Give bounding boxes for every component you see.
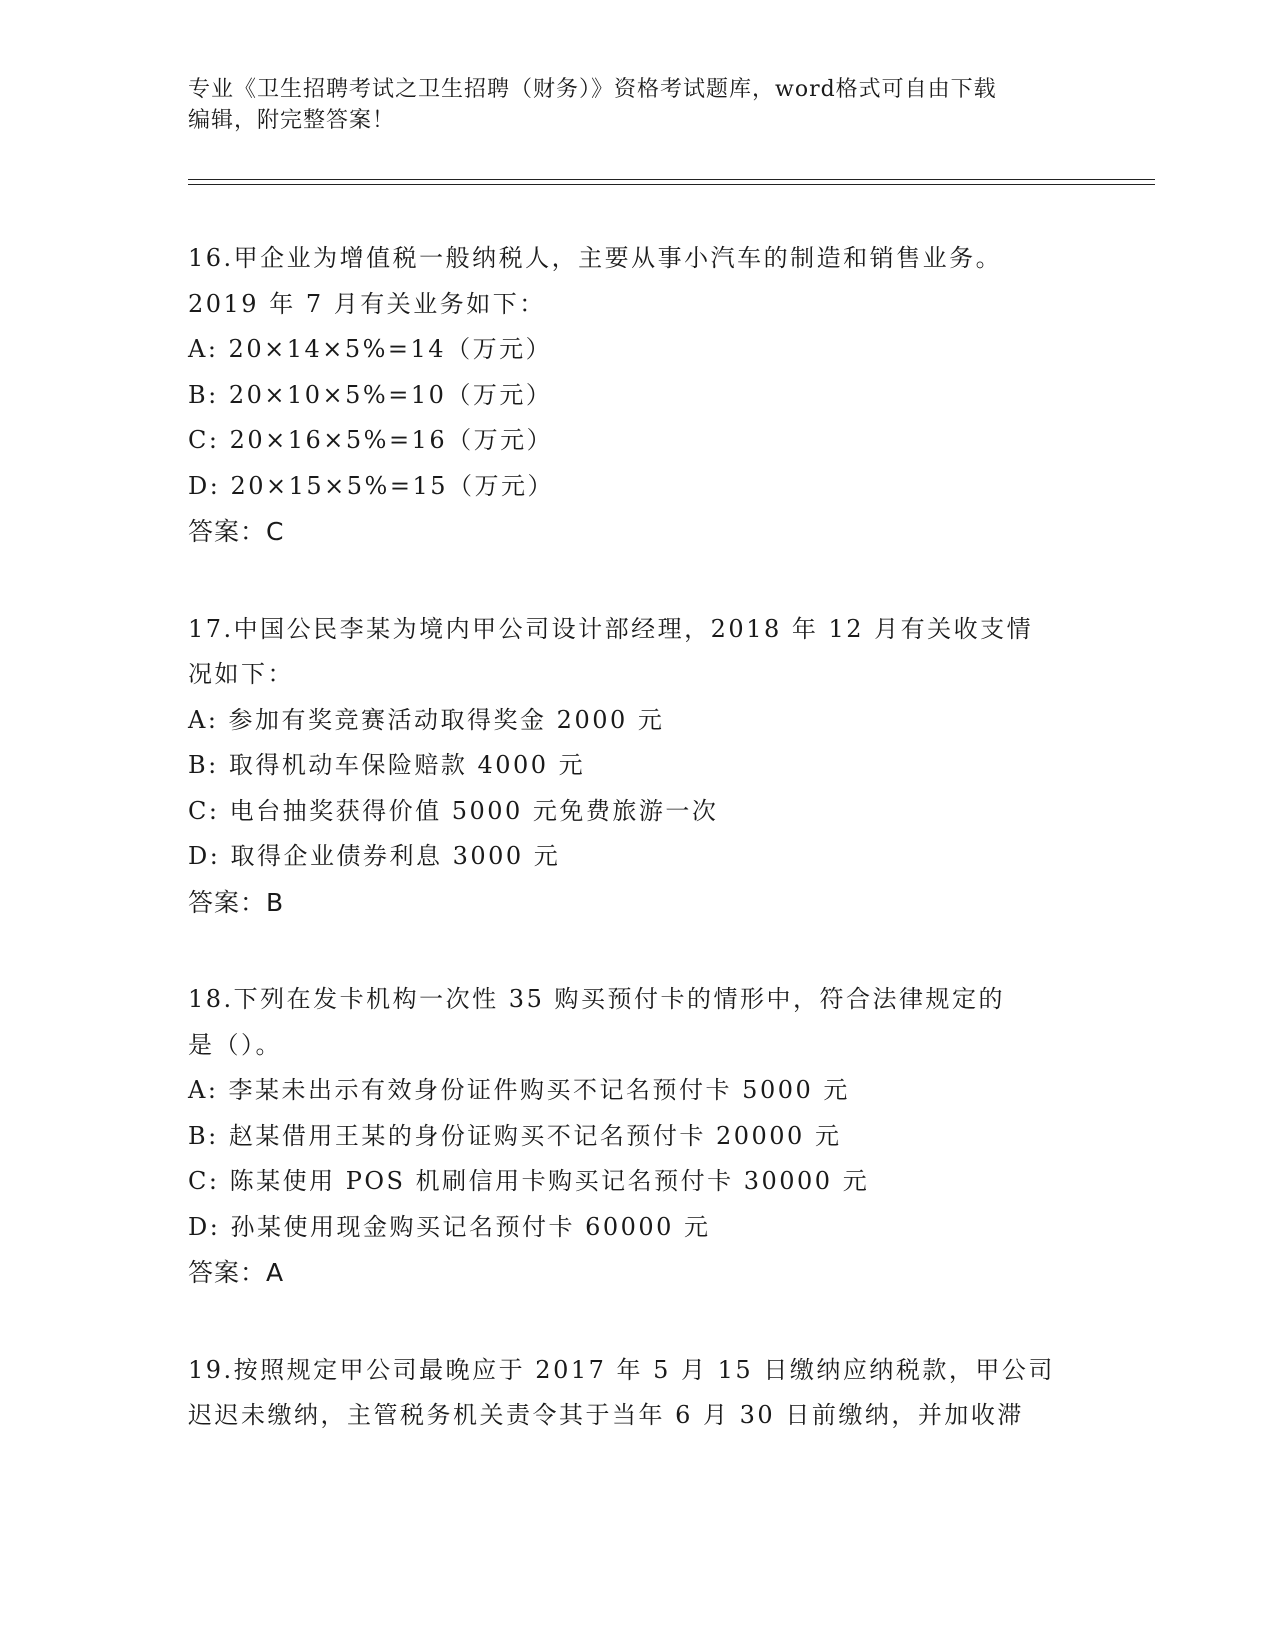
- question-stem-line: 19.按照规定甲公司最晚应于 2017 年 5 月 15 日缴纳应纳税款，甲公司: [188, 1355, 1055, 1384]
- question-stem-line: 2019 年 7 月有关业务如下：: [188, 289, 546, 318]
- header-line-2: 编辑，附完整答案！: [188, 108, 396, 133]
- option-a: A: 李某未出示有效身份证件购买不记名预付卡 5000 元: [188, 1076, 850, 1104]
- question-18: [188, 977, 1088, 1296]
- option-a: A: 20×14×5%=14（万元）: [188, 335, 553, 363]
- question-stem-line: 16.甲企业为增值税一般纳税人，主要从事小汽车的制造和销售业务。: [188, 244, 1003, 272]
- option-a: A: 参加有奖竞赛活动取得奖金 2000 元: [188, 705, 665, 734]
- option-b: B: 20×10×5%=10（万元）: [188, 380, 553, 409]
- answer-label: 答案：A: [188, 1258, 285, 1287]
- question-stem-line: 17.中国公民李某为境内甲公司设计部经理，2018 年 12 月有关收支情: [188, 614, 1034, 643]
- option-c: C: 20×16×5%=16（万元）: [188, 426, 554, 454]
- document-header: [188, 74, 1088, 136]
- answer-label: 答案：C: [188, 517, 285, 546]
- header-divider-bottom: [188, 184, 1155, 185]
- question-stem-line: 是（）。: [188, 1030, 282, 1059]
- question-17: [188, 607, 1088, 926]
- option-b: B: 赵某借用王某的身份证购买不记名预付卡 20000 元: [188, 1121, 842, 1150]
- option-b: B: 取得机动车保险赔款 4000 元: [188, 751, 586, 779]
- question-stem-line: 况如下：: [188, 660, 294, 688]
- header-line-1: 专业《卫生招聘考试之卫生招聘（财务）》资格考试题库，word格式可自由下载: [188, 77, 997, 102]
- answer-label: 答案：B: [188, 887, 285, 917]
- option-c: C: 陈某使用 POS 机刷信用卡购买记名预付卡 30000 元: [188, 1167, 870, 1195]
- header-divider-top: [188, 179, 1155, 180]
- question-stem-line: 18.下列在发卡机构一次性 35 购买预付卡的情形中，符合法律规定的: [188, 985, 1005, 1013]
- option-d: D: 取得企业债券利息 3000 元: [188, 842, 561, 870]
- question-list: [188, 236, 1088, 1491]
- option-c: C: 电台抽奖获得价值 5000 元免费旅游一次: [188, 796, 719, 825]
- question-16: [188, 236, 1088, 555]
- question-stem-line: 迟迟未缴纳，主管税务机关责令其于当年 6 月 30 日前缴纳，并加收滞: [188, 1401, 1024, 1429]
- option-d: D: 20×15×5%=15（万元）: [188, 471, 554, 500]
- question-19: [188, 1348, 1088, 1439]
- option-d: D: 孙某使用现金购买记名预付卡 60000 元: [188, 1212, 711, 1241]
